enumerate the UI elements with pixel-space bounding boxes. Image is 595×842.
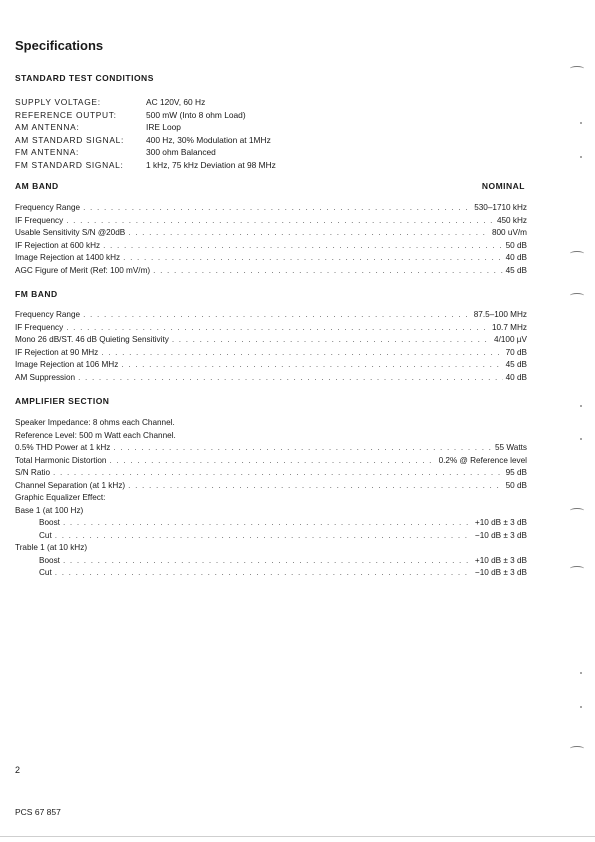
scan-dot <box>580 122 582 124</box>
spec-label: IF Frequency <box>15 215 64 225</box>
spec-row <box>15 481 527 494</box>
spec-row <box>15 266 527 279</box>
standard-conditions-heading: STANDARD TEST CONDITIONS <box>15 73 154 83</box>
spec-row <box>15 253 527 266</box>
bass-heading: Base 1 (at 100 Hz) <box>15 505 84 515</box>
spec-label: Frequency Range <box>15 310 81 319</box>
condition-value: 300 ohm Balanced <box>146 147 216 157</box>
page-edge-line <box>0 836 595 837</box>
dot-leader <box>55 568 472 577</box>
spec-label: IF Rejection at 90 MHz <box>15 347 99 357</box>
scan-mark <box>570 293 584 298</box>
spec-label: Cut <box>39 568 52 577</box>
spec-label: Cut <box>39 530 52 540</box>
dot-leader <box>101 348 502 357</box>
page-title: Specifications <box>15 38 104 53</box>
dot-leader <box>83 203 471 212</box>
dot-leader <box>83 310 471 319</box>
spec-value: 50 dB <box>505 480 527 490</box>
spec-row <box>15 228 527 241</box>
dot-leader <box>109 456 435 465</box>
speaker-impedance: Speaker Impedance: 8 ohms each Channel. <box>15 418 175 427</box>
dot-leader <box>113 443 492 452</box>
standard-conditions-list <box>15 96 276 171</box>
dot-leader <box>63 518 472 527</box>
spec-row <box>15 568 527 581</box>
scan-mark <box>570 251 584 256</box>
spec-label: Mono 26 dB/ST. 46 dB Quieting Sensitivity <box>15 335 169 344</box>
nominal-heading: NOMINAL <box>481 181 525 191</box>
am-band-specs <box>15 203 527 278</box>
spec-value: 45 dB <box>505 360 527 369</box>
condition-label: REFERENCE OUTPUT: <box>15 109 117 120</box>
condition-label: FM ANTENNA: <box>15 147 80 157</box>
dot-leader <box>66 216 494 225</box>
spec-label: Image Rejection at 106 MHz <box>15 360 119 369</box>
amplifier-heading: AMPLIFIER SECTION <box>15 396 110 406</box>
spec-value: 70 dB <box>505 347 527 357</box>
condition-label: AM STANDARD SIGNAL: <box>15 134 125 145</box>
spec-value: 55 Watts <box>494 443 527 452</box>
page-number: 2 <box>15 765 21 775</box>
scan-mark <box>570 66 584 71</box>
scan-dot <box>580 706 582 708</box>
dot-leader <box>121 360 502 369</box>
condition-value: IRE Loop <box>146 122 181 132</box>
condition-value: 500 mW (Into 8 ohm Load) <box>146 109 246 120</box>
spec-row <box>15 348 527 361</box>
dot-leader <box>128 481 502 490</box>
spec-value: −10 dB ± 3 dB <box>474 530 527 540</box>
spec-label: Usable Sensitivity S/N @20dB <box>15 228 126 237</box>
condition-row <box>15 96 276 109</box>
condition-value: 400 Hz, 30% Modulation at 1MHz <box>146 134 271 145</box>
condition-label: AM ANTENNA: <box>15 122 80 132</box>
dot-leader <box>103 241 502 250</box>
dot-leader <box>128 228 489 237</box>
spec-row <box>15 518 527 531</box>
spec-label: Boost <box>39 555 60 565</box>
spec-value: −10 dB ± 3 dB <box>474 568 527 577</box>
spec-label: AGC Figure of Merit (Ref: 100 mV/m) <box>15 265 151 275</box>
spec-row <box>15 373 527 386</box>
spec-value: 40 dB <box>505 253 527 262</box>
spec-label: Frequency Range <box>15 203 81 212</box>
spec-value: 450 kHz <box>496 215 527 225</box>
spec-row <box>15 456 527 469</box>
spec-row <box>15 216 527 229</box>
condition-row <box>15 121 276 134</box>
spec-label: Boost <box>39 518 60 527</box>
condition-row <box>15 146 276 159</box>
spec-value: 0.2% @ Reference level <box>438 455 527 465</box>
spec-value: +10 dB ± 3 dB <box>474 518 527 527</box>
spec-value: 800 uV/m <box>491 228 527 237</box>
spec-label: IF Frequency <box>15 322 64 332</box>
spec-value: 40 dB <box>505 372 527 382</box>
condition-row <box>15 109 276 122</box>
spec-row <box>15 323 527 336</box>
spec-row <box>15 468 527 481</box>
spec-row <box>15 241 527 254</box>
condition-row <box>15 134 276 147</box>
condition-row <box>15 159 276 172</box>
scan-mark <box>570 746 584 751</box>
dot-leader <box>55 531 472 540</box>
spec-label: IF Rejection at 600 kHz <box>15 240 101 250</box>
fm-band-specs <box>15 310 527 385</box>
spec-label: 0.5% THD Power at 1 kHz <box>15 443 111 452</box>
scan-dot <box>580 672 582 674</box>
treble-heading: Trable 1 (at 10 kHz) <box>15 543 88 552</box>
spec-label: AM Suppression <box>15 372 76 382</box>
dot-leader <box>66 323 489 332</box>
spec-row <box>15 556 527 569</box>
spec-value: 10.7 MHz <box>491 322 527 332</box>
spec-label: Image Rejection at 1400 kHz <box>15 253 121 262</box>
spec-value: 87.5–100 MHz <box>473 310 527 319</box>
scan-mark <box>570 566 584 571</box>
spec-row <box>15 335 527 348</box>
amplifier-specs <box>15 418 527 581</box>
scan-dot <box>580 405 582 407</box>
spec-value: 95 dB <box>505 468 527 477</box>
condition-label: FM STANDARD SIGNAL: <box>15 159 124 170</box>
spec-value: 45 dB <box>505 265 527 275</box>
spec-row <box>15 531 527 544</box>
scan-mark <box>570 508 584 513</box>
spec-row <box>15 310 527 323</box>
document-code: PCS 67 857 <box>15 807 61 817</box>
spec-value: 530–1710 kHz <box>474 203 527 212</box>
spec-value: 50 dB <box>505 240 527 250</box>
am-band-heading: AM BAND <box>15 181 59 191</box>
spec-row <box>15 360 527 373</box>
scan-dot <box>580 156 582 158</box>
dot-leader <box>53 468 503 477</box>
spec-value: +10 dB ± 3 dB <box>474 555 527 565</box>
dot-leader <box>63 556 472 565</box>
spec-label: Total Harmonic Distortion <box>15 455 107 465</box>
scan-dot <box>580 438 582 440</box>
spec-label: S/N Ratio <box>15 468 51 477</box>
reference-level: Reference Level: 500 m Watt each Channel. <box>15 430 176 440</box>
eq-heading: Graphic Equalizer Effect: <box>15 493 106 502</box>
condition-value: AC 120V, 60 Hz <box>146 97 206 107</box>
dot-leader <box>78 373 503 382</box>
spec-value: 4/100 µV <box>494 335 527 344</box>
dot-leader <box>153 266 502 275</box>
spec-label: Channel Separation (at 1 kHz) <box>15 480 126 490</box>
dot-leader <box>172 335 491 344</box>
condition-value: 1 kHz, 75 kHz Deviation at 98 MHz <box>146 159 276 170</box>
spec-row <box>15 203 527 216</box>
spec-row <box>15 443 527 456</box>
condition-label: SUPPLY VOLTAGE: <box>15 97 101 107</box>
fm-band-heading: FM BAND <box>15 289 58 299</box>
dot-leader <box>123 253 502 262</box>
